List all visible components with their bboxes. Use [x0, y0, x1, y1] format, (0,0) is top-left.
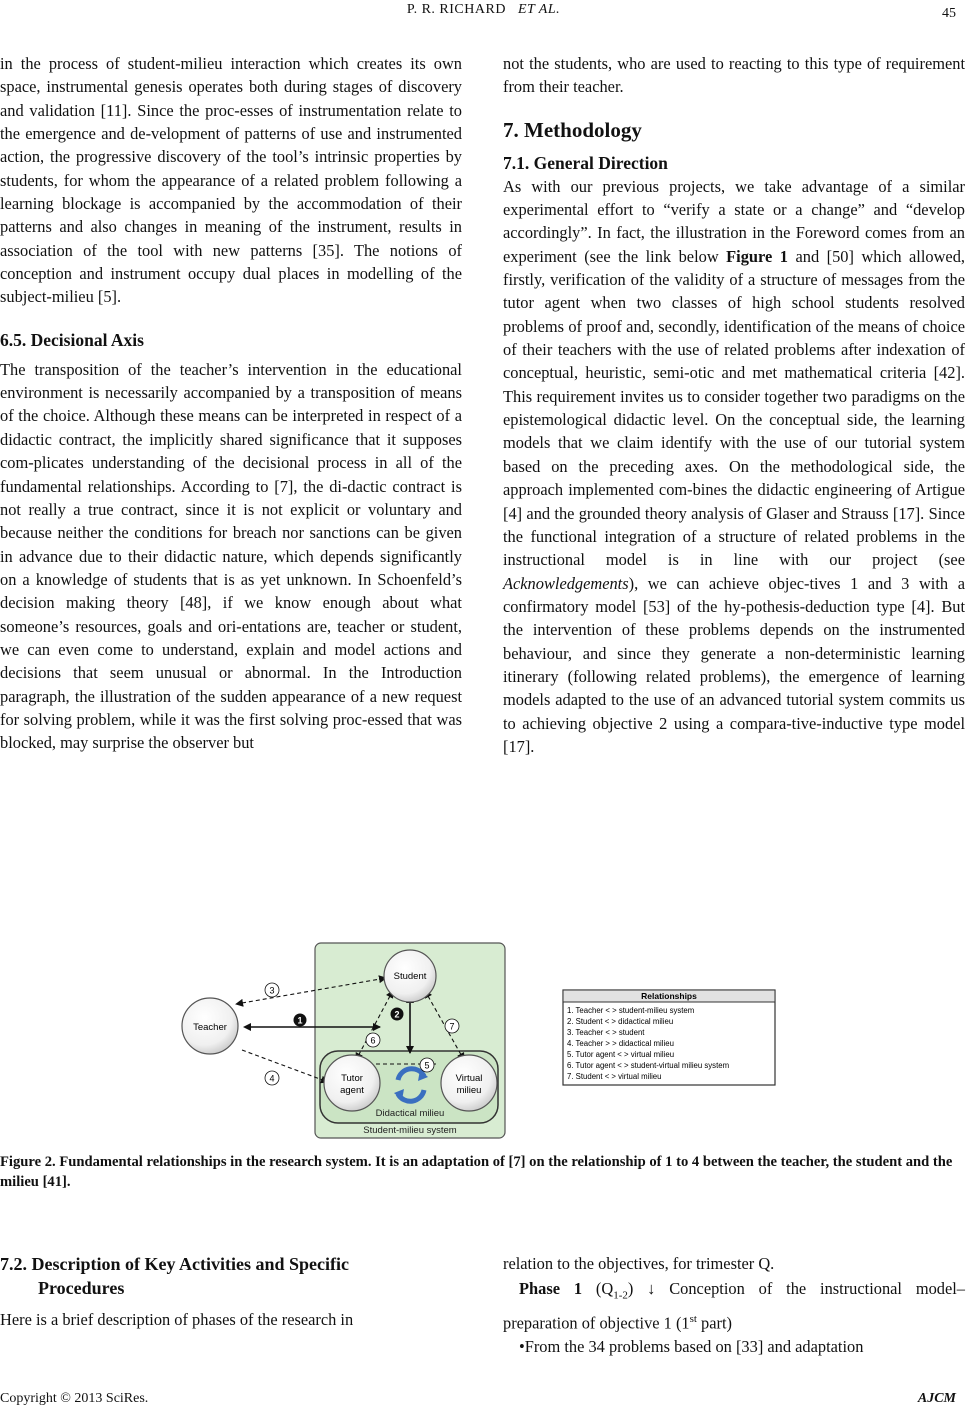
virtual-label-line1: Virtual — [455, 1073, 483, 1084]
tutor-label-line1: Tutor — [341, 1073, 363, 1084]
phase-paragraph — [503, 1277, 965, 1334]
tutor-label-line2: agent — [340, 1085, 364, 1096]
phase-label: Phase 1 — [519, 1279, 583, 1299]
text-run: 1-2 — [613, 1289, 628, 1302]
body-paragraph: in the process of student-milieu interaction which creates its own space, instrumental genesis operates both during stages of discovery and validation [11]. Since the proc-esses of instrumentation relate to the emergence and de-velopment of patterns of use and instrumented action, the progressive discovery of the tool’s intrinsic properties by students, for whom the appearance of a related problem following a learning blockage is accompanied by the accommodation of their patterns and also changes in meaning of the instrument, results in association of the tool with new patterns [35]. The notions of conception and instrument occupy dual places in modelling of the subject-milieu [5]. — [0, 54, 462, 307]
copyright-notice: Copyright © 2013 SciRes. — [0, 1391, 149, 1406]
right-column-bottom — [503, 1252, 965, 1358]
page-header — [0, 2, 967, 26]
figure-2 — [180, 940, 780, 1140]
left-column-bottom — [0, 1252, 462, 1331]
relationship-item-4: 4. Teacher > > didactical milieu — [567, 1039, 674, 1048]
running-head-et-al: ET AL. — [517, 2, 561, 17]
bullet-item: •From the 34 problems based on [33] and adaptation — [519, 1336, 864, 1356]
relationship-item-2: 2. Student < > didactical milieu — [567, 1017, 674, 1026]
relationships-legend — [563, 990, 775, 1085]
right-column-top — [503, 52, 965, 758]
body-paragraph: Here is a brief description of phases of the research in — [0, 1310, 354, 1329]
label-badge-3-text: 3 — [269, 985, 275, 996]
section-heading-7-2 — [0, 1252, 462, 1300]
relationship-diagram — [180, 940, 780, 1140]
label-badge-1-text: 1 — [297, 1015, 303, 1026]
left-column-top — [0, 52, 462, 755]
acknowledgements-reference: Acknowledgements — [503, 573, 629, 593]
label-badge-4-text: 4 — [269, 1073, 275, 1084]
student-label: Student — [393, 971, 427, 982]
relationships-title: Relationships — [641, 991, 697, 1001]
relationship-item-1: 1. Teacher < > student-milieu system — [567, 1006, 695, 1015]
body-paragraph: relation to the objectives, for trimester Q. — [503, 1254, 775, 1273]
relationship-item-6: 6. Tutor agent < > student-virtual milieu system — [567, 1061, 730, 1070]
text-run: ), we can achieve objec-tives 1 and 3 with a confirmatory model [53] of the hy-pothesis-deduction type [4]. But the intervention of these problems depends on the instrumented behaviour, and since they generate a non-deterministic learning itinerary (following related problems), the emergence of learning models adapted to the use of an advanced tutorial system commits us to achieving objective 2 using a compara-tive-inductive type model [17]. — [503, 573, 965, 756]
text-run: ) ↓ Conception of the instructional model– preparation of objective 1 (1 — [503, 1279, 965, 1333]
body-paragraph: not the students, who are used to reacting to this type of requirement from their teacher. — [503, 54, 965, 97]
relationship-item-5: 5. Tutor agent < > virtual milieu — [567, 1050, 675, 1059]
didactical-milieu-label: Didactical milieu — [375, 1108, 445, 1119]
text-run: (Q — [595, 1279, 614, 1299]
text-run: As with our previous projects, we take advantage of a similar experimental effort to “verify a state or a change” and “develop accordingly”. In fact, the illustration in the Foreword comes from an experiment (see the link below — [503, 176, 965, 266]
running-head-authors: P. R. RICHARD — [406, 2, 506, 17]
teacher-label: Teacher — [193, 1022, 227, 1033]
label-badge-5-text: 5 — [424, 1060, 430, 1071]
label-badge-7-text: 7 — [449, 1021, 455, 1032]
relationship-item-3: 3. Teacher < > student — [567, 1028, 645, 1037]
relationship-item-7: 7. Student < > virtual milieu — [567, 1072, 662, 1081]
page-number: 45 — [942, 6, 956, 21]
label-badge-2-text: 2 — [394, 1009, 400, 1020]
running-head — [0, 2, 967, 18]
body-paragraph — [503, 175, 965, 759]
label-badge-6-text: 6 — [370, 1035, 376, 1046]
section-heading-7-1: 7.1. General Direction — [503, 152, 668, 173]
figure-caption: Figure 2. Fundamental relationships in the research system. It is an adaptation of [7] on the relationship of 1 to 4 between the teacher, the student and the milieu [41]. — [0, 1154, 953, 1190]
heading-line-1: 7.2. Description of Key Activities and Specific — [0, 1254, 349, 1274]
body-paragraph: The transposition of the teacher’s intervention in the educational environment is necessarily accompanied by a transposition of means of the choice. Although these means can be interpreted in respect of a didactic contract, the implicitly shared significance that it supposes com-plicates understanding of the decisional process in all of the fundamental relationships. According to [7], the di-dactic contract is not really a true contract, since it is not explicit or voluntary and because neither the conditions for breach nor sanctions can be given in advance due to their didactic nature, which depends significantly on a knowledge of students that is as yet unknown. In Schoenfeld’s decision making theory [48], if we know enough about what someone’s resources, goals and ori-entations are, teacher or student, we can even come to understand, explain and model actions and decisions that seem unusual or abnormal. In the Introduction paragraph, the illustration of the sudden appearance of a new request for solving problem, while it was the first solving proc-essed that was blocked, may surprise the observer but — [0, 359, 462, 753]
text-run: part) — [696, 1313, 732, 1333]
heading-line-2: Procedures — [38, 1278, 125, 1298]
text-run: and [50] which allowed, firstly, verification of the validity of a structure of messages from the tutor agent when two classes of high school students resolved problems of proof and, secondly, identification of the means of choice of their teachers with the use of related problems after indexation of conceptual, heuristic, semi-otic and met mathematical criteria [42]. This requirement invites us to consider together two paradigms on the epistemological didactic level. On the conceptual side, the learning models that we claim identify with the use of our tutorial system based on the preceding axes. On the methodological side, the approach implemented com-bines the didactic engineering of Artigue [4] and the grounded theory analysis of Glaser and Strauss [17]. Since the functional integration of a structure of related problems in the instructional model is in line with our project (see — [503, 246, 965, 570]
virtual-label-line2: milieu — [456, 1085, 482, 1096]
section-heading-6-5: 6.5. Decisional Axis — [0, 329, 144, 350]
text-run: st — [689, 1312, 697, 1325]
student-milieu-system-label: Student-milieu system — [363, 1125, 457, 1136]
figure-reference-link[interactable]: Figure 1 — [726, 246, 788, 266]
section-heading-7: 7. Methodology — [503, 117, 642, 142]
journal-name: AJCM — [917, 1391, 956, 1406]
